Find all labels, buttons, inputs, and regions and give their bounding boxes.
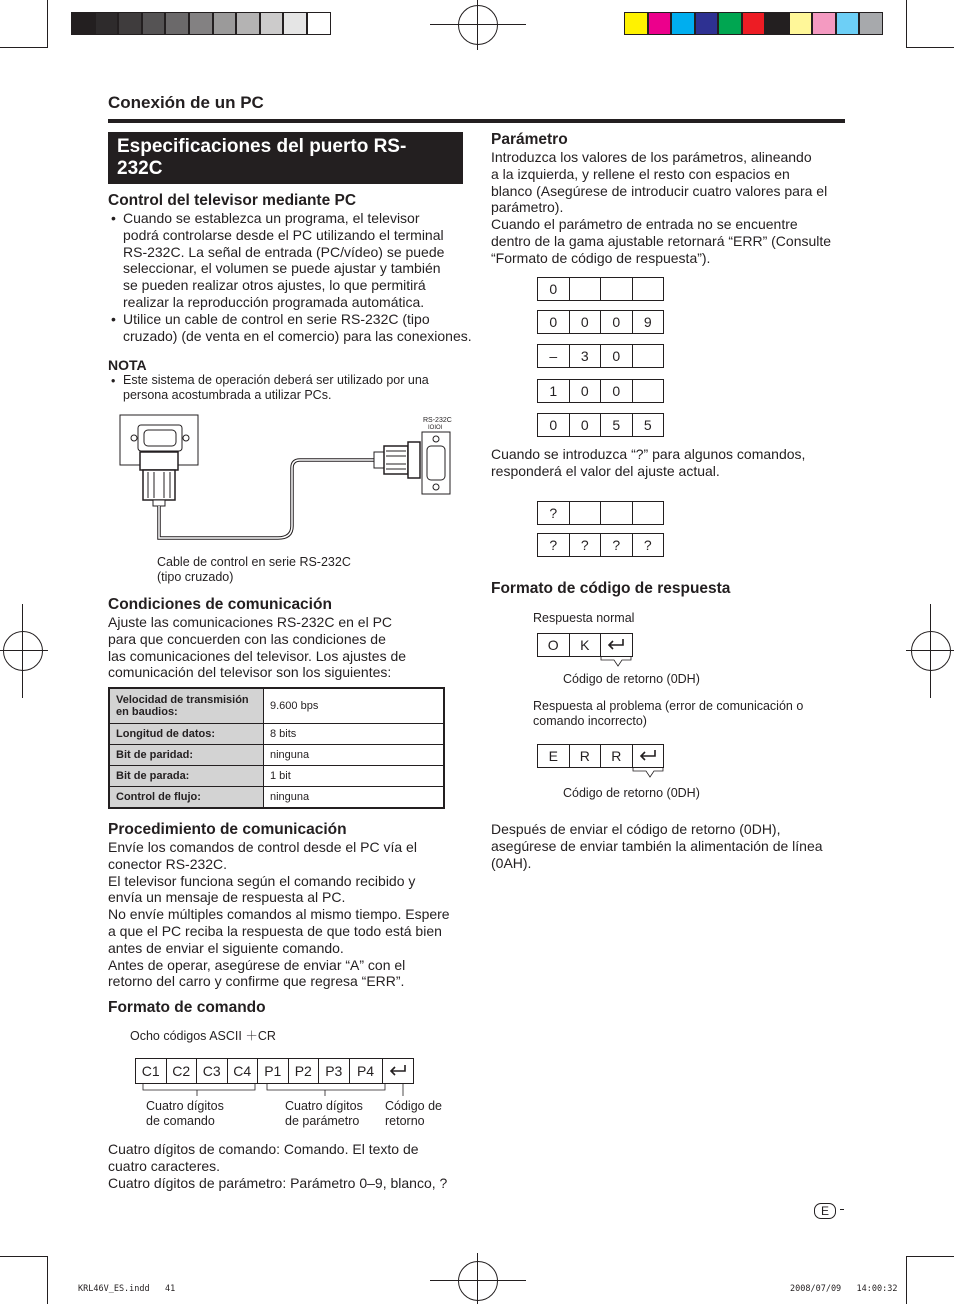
color-swatch [742, 12, 766, 35]
command-brackets [135, 1084, 420, 1098]
color-swatch [624, 12, 648, 35]
bullet: • [111, 374, 116, 388]
return-code-label-2: Código de retorno (0DH) [563, 786, 700, 800]
color-swatch [671, 12, 695, 35]
control-bullet-1: Cuando se establezca un programa, el televisor podrá controlarse desde el PC utilizando el terminal RS-232C. La señal de entrada (PC/vídeo) se puede seleccionar, el volumen se puede ajustar y también se pueden realizar otros ajustes, lo que permitirá realizar la reproducción programada automática. [123, 210, 445, 310]
problem-response-label: Respuesta al problema (error de comunicación o comando incorrecto) [533, 699, 804, 728]
color-swatch [118, 12, 142, 35]
header-rule [108, 119, 845, 123]
cable [159, 460, 374, 538]
parameter-example-5: 0 0 5 5 [537, 413, 664, 437]
parameter-example-1: 0 [537, 277, 664, 301]
table-row: Control de flujo: ninguna [109, 786, 444, 808]
command-format-label: Ocho códigos ASCII ＋CR [130, 1029, 276, 1043]
response-heading: Formato de código de respuesta [491, 580, 731, 597]
color-swatch [213, 12, 237, 35]
bullet: • [111, 311, 116, 327]
page-title-line-1: Especificaciones del puerto RS- [117, 136, 407, 157]
color-swatch [165, 12, 189, 35]
communication-table [108, 687, 445, 809]
command-description: Cuatro dígitos de comando: Comando. El texto de cuatro caracteres. Cuatro dígitos de parámetro: Parámetro 0–9, blanco, ? [108, 1141, 448, 1191]
command-format-heading: Formato de comando [108, 999, 266, 1016]
query-example-2: ? ? ? ? [537, 533, 664, 557]
nota-heading: NOTA [108, 357, 147, 373]
conditions-heading: Condiciones de comunicación [108, 596, 332, 613]
control-heading: Control del televisor mediante PC [108, 192, 357, 209]
query-text: Cuando se introduzca “?” para algunos comandos, responderá el valor del ajuste actual. [491, 446, 806, 479]
color-swatch [260, 12, 284, 35]
tv-plug [140, 452, 178, 506]
color-swatch [307, 12, 331, 35]
query-example-1: ? [537, 501, 664, 525]
normal-response-label: Respuesta normal [533, 611, 635, 625]
color-swatch [236, 12, 260, 35]
color-swatch [836, 12, 860, 35]
table-row: Longitud de datos: 8 bits [109, 723, 444, 744]
table-row: Bit de parada: 1 bit [109, 765, 444, 786]
parametro-heading: Parámetro [491, 131, 568, 148]
color-swatch [189, 12, 213, 35]
command-format-cells: C1 C2 C3 C4 P1 P2 P3 P4 [135, 1058, 414, 1084]
section-title: Conexión de un PC [108, 93, 264, 112]
after-return-text: Después de enviar el código de retorno (0DH), asegúrese de enviar también la alimentación de línea (0AH). [491, 821, 823, 871]
table-row: Velocidad de transmisión en baudios: 9.600 bps [109, 688, 444, 723]
table-row: Bit de paridad: ninguna [109, 744, 444, 765]
command-caption-1: Cuatro dígitos de comando [146, 1099, 224, 1128]
page-letter-badge: E [814, 1203, 836, 1219]
return-icon [382, 1059, 413, 1084]
color-swatch [95, 12, 119, 35]
page-dash [840, 1209, 844, 1210]
color-swatch [695, 12, 719, 35]
parametro-text: Introduzca los valores de los parámetros, alineando a la izquierda, y rellene el resto con espacios en blanco (Asegúrese de introducir cuatro valores para el parámetro). Cuando el parámetro de entrada no se encuentre dentro de la gama ajustable retornará “ERR” (Consulte “Formato de código de respuesta”). [491, 149, 832, 266]
color-swatch [648, 12, 672, 35]
page-title-line-2: 232C [117, 158, 163, 179]
color-swatch [859, 12, 883, 35]
cable-caption: Cable de control en serie RS-232C (tipo cruzado) [157, 555, 351, 584]
pc-plug [374, 442, 420, 478]
normal-response-cells: O K [537, 633, 633, 657]
parameter-example-3: – 3 0 [537, 344, 664, 368]
color-swatch [718, 12, 742, 35]
color-swatch [71, 12, 95, 35]
nota-bullet-1: Este sistema de operación deberá ser utilizado por una persona acostumbrada a utilizar PCs. [123, 373, 429, 402]
conditions-text: Ajuste las comunicaciones RS-232C en el PC para que concuerden con las condiciones de las comunicaciones del televisor. Los ajustes de comunicación del televisor son los siguientes: [108, 614, 407, 681]
port-label-rs232c: RS-232C [423, 417, 452, 424]
connection-diagram [118, 410, 458, 560]
color-swatch [142, 12, 166, 35]
footer-file: KRL46V_ES.indd 41 [78, 1284, 176, 1294]
problem-response-cells: E R R [537, 744, 664, 768]
return-code-label: Código de retorno (0DH) [563, 672, 700, 686]
command-caption-3: Código de retorno [385, 1099, 442, 1128]
command-caption-2: Cuatro dígitos de parámetro [285, 1099, 363, 1128]
color-swatch [765, 12, 789, 35]
color-swatch [283, 12, 307, 35]
return-pointer [598, 656, 634, 668]
footer-date: 2008/07/09 14:00:32 [790, 1284, 898, 1294]
return-pointer [630, 767, 666, 779]
color-swatch [812, 12, 836, 35]
bullet: • [111, 210, 116, 226]
procedure-text: Envíe los comandos de control desde el PC vía el conector RS-232C. El televisor funciona según el comando recibido y envía un mensaje de respuesta al PC. No envíe múltiples comandos al mismo tiempo. Espere a que el PC reciba la respuesta de que todo está bien antes de enviar el siguiente comando. Antes de operar, asegúrese de enviar “A” con el retorno del carro y confirme que regresa “ERR”. [108, 839, 450, 990]
return-icon [632, 745, 664, 768]
color-swatch [789, 12, 813, 35]
parameter-example-2: 0 0 0 9 [537, 310, 664, 334]
parameter-example-4: 1 0 0 [537, 379, 664, 403]
control-bullet-2: Utilice un cable de control en serie RS-232C (tipo cruzado) (de venta en el comercio) para las conexiones. [123, 311, 472, 344]
port-label-ioioi: IOIOI [428, 425, 443, 431]
pc-port [422, 432, 450, 494]
procedure-heading: Procedimiento de comunicación [108, 821, 347, 838]
return-icon [601, 634, 633, 657]
